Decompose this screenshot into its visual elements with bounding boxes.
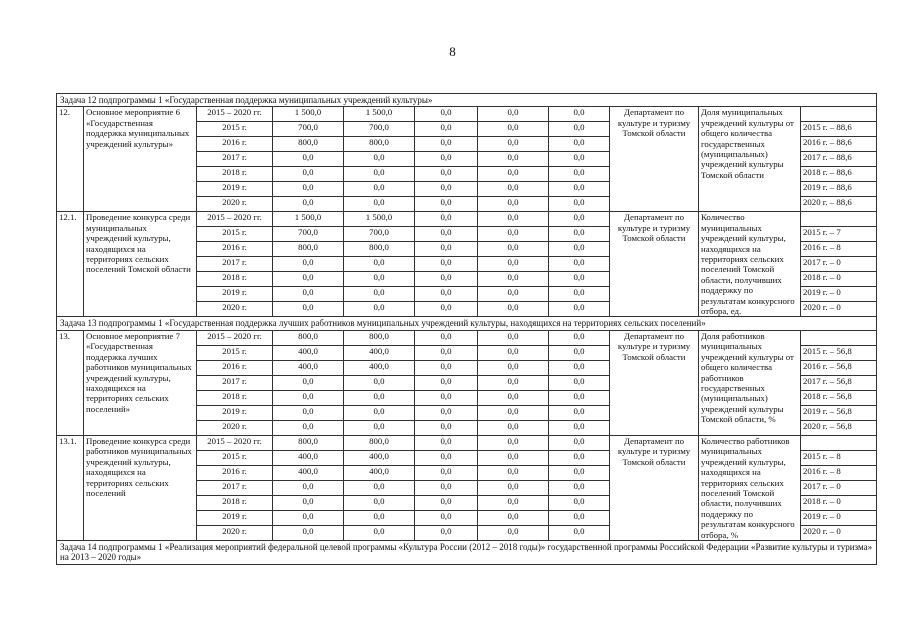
executor-cell: Департамент по культуре и туризму Томской области: [610, 435, 699, 540]
period-cell: 2015 г.: [197, 345, 273, 360]
period-cell: 2015 г.: [197, 122, 273, 137]
table-row: [57, 212, 877, 227]
period-cell: 2018 г.: [197, 167, 273, 182]
funding-value-cell: 0,0: [478, 137, 549, 152]
task-header-row: [57, 540, 877, 564]
indicator-value-cell: 2015 г. – 7: [801, 227, 877, 242]
funding-value-cell: 0,0: [549, 167, 610, 182]
period-cell: 2018 г.: [197, 390, 273, 405]
funding-value-cell: 0,0: [273, 495, 344, 510]
funding-value-cell: 0,0: [273, 405, 344, 420]
funding-value-cell: 0,0: [478, 152, 549, 167]
funding-value-cell: 0,0: [549, 227, 610, 242]
period-cell: 2019 г.: [197, 405, 273, 420]
funding-value-cell: 400,0: [273, 450, 344, 465]
funding-value-cell: 0,0: [478, 435, 549, 450]
funding-value-cell: 0,0: [415, 345, 478, 360]
funding-value-cell: 0,0: [415, 152, 478, 167]
funding-value-cell: 700,0: [344, 122, 415, 137]
funding-value-cell: 0,0: [273, 287, 344, 302]
funding-value-cell: 0,0: [273, 272, 344, 287]
indicator-value-cell: 2020 г. – 0: [801, 525, 877, 540]
period-cell: 2018 г.: [197, 495, 273, 510]
funding-value-cell: 0,0: [549, 450, 610, 465]
funding-value-cell: 0,0: [273, 152, 344, 167]
funding-value-cell: 0,0: [415, 167, 478, 182]
period-cell: 2020 г.: [197, 197, 273, 212]
period-cell: 2016 г.: [197, 242, 273, 257]
funding-value-cell: 0,0: [549, 390, 610, 405]
funding-value-cell: 0,0: [415, 122, 478, 137]
funding-value-cell: 0,0: [415, 525, 478, 540]
funding-value-cell: 0,0: [549, 287, 610, 302]
period-cell: 2020 г.: [197, 302, 273, 317]
funding-value-cell: 0,0: [549, 257, 610, 272]
funding-value-cell: 700,0: [273, 122, 344, 137]
funding-value-cell: 0,0: [415, 272, 478, 287]
indicator-value-cell: [801, 330, 877, 345]
funding-value-cell: 0,0: [273, 302, 344, 317]
funding-value-cell: 0,0: [478, 495, 549, 510]
funding-value-cell: 0,0: [549, 420, 610, 435]
funding-value-cell: 0,0: [478, 525, 549, 540]
indicator-name-cell: Количество работников муниципальных учреждений культуры, находящихся на территориях сельских поселений Томской области, получивших поддержку по результатам конкурсного отбора, %: [699, 435, 801, 540]
indicator-value-cell: 2019 г. – 0: [801, 510, 877, 525]
indicator-value-cell: 2016 г. – 8: [801, 465, 877, 480]
funding-value-cell: 0,0: [549, 272, 610, 287]
table-row: [57, 435, 877, 450]
funding-value-cell: 0,0: [549, 525, 610, 540]
indicator-value-cell: 2018 г. – 88,6: [801, 167, 877, 182]
funding-value-cell: 0,0: [478, 227, 549, 242]
period-cell: 2016 г.: [197, 465, 273, 480]
funding-value-cell: 0,0: [273, 420, 344, 435]
period-cell: 2017 г.: [197, 257, 273, 272]
funding-value-cell: 800,0: [273, 330, 344, 345]
funding-value-cell: 0,0: [478, 480, 549, 495]
funding-value-cell: 0,0: [478, 272, 549, 287]
funding-value-cell: 1 500,0: [344, 212, 415, 227]
funding-value-cell: 0,0: [549, 302, 610, 317]
funding-value-cell: 0,0: [549, 182, 610, 197]
funding-value-cell: 0,0: [415, 390, 478, 405]
funding-value-cell: 0,0: [549, 122, 610, 137]
funding-value-cell: 0,0: [478, 390, 549, 405]
funding-value-cell: 0,0: [478, 197, 549, 212]
funding-value-cell: 0,0: [273, 182, 344, 197]
funding-value-cell: 0,0: [344, 272, 415, 287]
funding-value-cell: 0,0: [549, 435, 610, 450]
indicator-value-cell: 2017 г. – 0: [801, 257, 877, 272]
indicator-value-cell: 2020 г. – 56,8: [801, 420, 877, 435]
funding-value-cell: 0,0: [344, 197, 415, 212]
indicator-value-cell: 2017 г. – 56,8: [801, 375, 877, 390]
period-cell: 2016 г.: [197, 360, 273, 375]
funding-value-cell: 0,0: [415, 420, 478, 435]
funding-value-cell: 0,0: [478, 212, 549, 227]
funding-value-cell: 0,0: [478, 302, 549, 317]
funding-value-cell: 0,0: [478, 375, 549, 390]
indicator-value-cell: 2015 г. – 56,8: [801, 345, 877, 360]
table-row: [57, 330, 877, 345]
funding-value-cell: 0,0: [344, 182, 415, 197]
funding-value-cell: 0,0: [478, 107, 549, 122]
funding-value-cell: 800,0: [344, 330, 415, 345]
activity-name: Основное мероприятие 7 «Государственная поддержка лучших работников муниципальных учреждений культуры, находящихся на территориях сельских поселений»: [84, 330, 197, 435]
funding-value-cell: 0,0: [415, 287, 478, 302]
period-cell: 2019 г.: [197, 182, 273, 197]
program-activities-table: [56, 93, 877, 565]
activity-name: Основное мероприятие 6 «Государственная поддержка муниципальных учреждений культуры»: [84, 107, 197, 212]
funding-value-cell: 0,0: [415, 242, 478, 257]
executor-cell: Департамент по культуре и туризму Томской области: [610, 212, 699, 317]
funding-value-cell: 0,0: [478, 330, 549, 345]
period-cell: 2017 г.: [197, 375, 273, 390]
funding-value-cell: 800,0: [344, 435, 415, 450]
funding-value-cell: 0,0: [549, 480, 610, 495]
funding-value-cell: 0,0: [344, 405, 415, 420]
funding-value-cell: 800,0: [273, 242, 344, 257]
funding-value-cell: 0,0: [549, 197, 610, 212]
funding-value-cell: 0,0: [415, 182, 478, 197]
funding-value-cell: 0,0: [549, 360, 610, 375]
funding-value-cell: 0,0: [549, 107, 610, 122]
activity-number: 12.: [57, 107, 84, 212]
funding-value-cell: 0,0: [273, 390, 344, 405]
funding-value-cell: 400,0: [344, 450, 415, 465]
activity-number: 12.1.: [57, 212, 84, 317]
funding-value-cell: 800,0: [344, 242, 415, 257]
period-cell: 2018 г.: [197, 272, 273, 287]
funding-value-cell: 0,0: [344, 152, 415, 167]
period-cell: 2016 г.: [197, 137, 273, 152]
funding-value-cell: 0,0: [415, 227, 478, 242]
funding-value-cell: 0,0: [415, 405, 478, 420]
funding-value-cell: 400,0: [344, 465, 415, 480]
funding-value-cell: 0,0: [549, 375, 610, 390]
funding-value-cell: 0,0: [549, 212, 610, 227]
funding-value-cell: 800,0: [273, 435, 344, 450]
indicator-value-cell: [801, 435, 877, 450]
indicator-value-cell: 2015 г. – 8: [801, 450, 877, 465]
funding-value-cell: 0,0: [344, 257, 415, 272]
funding-value-cell: 0,0: [415, 302, 478, 317]
funding-value-cell: 0,0: [549, 495, 610, 510]
indicator-value-cell: 2020 г. – 88,6: [801, 197, 877, 212]
indicator-value-cell: 2020 г. – 0: [801, 302, 877, 317]
funding-value-cell: 0,0: [549, 405, 610, 420]
executor-cell: Департамент по культуре и туризму Томской области: [610, 107, 699, 212]
funding-value-cell: 700,0: [344, 227, 415, 242]
funding-value-cell: 0,0: [549, 465, 610, 480]
funding-value-cell: 0,0: [273, 480, 344, 495]
indicator-name-cell: Количество муниципальных учреждений культуры, находящихся на территориях сельских поселений Томской области, получивших поддержку по результатам конкурсного отбора, ед.: [699, 212, 801, 317]
indicator-value-cell: 2019 г. – 0: [801, 287, 877, 302]
funding-value-cell: 800,0: [273, 137, 344, 152]
period-cell: 2015 – 2020 гг.: [197, 212, 273, 227]
task-title: Задача 12 подпрограммы 1 «Государственная поддержка муниципальных учреждений культуры»: [57, 94, 877, 107]
funding-value-cell: 0,0: [344, 525, 415, 540]
funding-value-cell: 0,0: [549, 510, 610, 525]
funding-value-cell: 0,0: [415, 197, 478, 212]
activity-number: 13.: [57, 330, 84, 435]
period-cell: 2019 г.: [197, 287, 273, 302]
period-cell: 2020 г.: [197, 525, 273, 540]
funding-value-cell: 0,0: [415, 435, 478, 450]
funding-value-cell: 0,0: [549, 330, 610, 345]
funding-value-cell: 0,0: [344, 390, 415, 405]
period-cell: 2015 – 2020 гг.: [197, 107, 273, 122]
funding-value-cell: 400,0: [344, 345, 415, 360]
funding-value-cell: 0,0: [415, 107, 478, 122]
funding-value-cell: 0,0: [273, 257, 344, 272]
indicator-value-cell: 2018 г. – 0: [801, 272, 877, 287]
indicator-value-cell: 2019 г. – 88,6: [801, 182, 877, 197]
funding-value-cell: 0,0: [415, 510, 478, 525]
indicator-value-cell: [801, 107, 877, 122]
funding-value-cell: 0,0: [478, 450, 549, 465]
funding-value-cell: 0,0: [478, 287, 549, 302]
funding-value-cell: 1 500,0: [273, 107, 344, 122]
funding-value-cell: 0,0: [478, 122, 549, 137]
task-header-row: [57, 317, 877, 330]
task-title: Задача 13 подпрограммы 1 «Государственная поддержка лучших работников муниципальных учреждений культуры, находящихся на территориях сельских поселений»: [57, 317, 877, 330]
period-cell: 2015 г.: [197, 450, 273, 465]
funding-value-cell: 0,0: [344, 302, 415, 317]
funding-value-cell: 0,0: [478, 360, 549, 375]
funding-value-cell: 0,0: [415, 450, 478, 465]
period-cell: 2019 г.: [197, 510, 273, 525]
funding-value-cell: 400,0: [344, 360, 415, 375]
period-cell: 2020 г.: [197, 420, 273, 435]
funding-value-cell: 0,0: [344, 495, 415, 510]
funding-value-cell: 1 500,0: [344, 107, 415, 122]
activity-name: Проведение конкурса среди работников муниципальных учреждений культуры, находящихся на территориях сельских поселений: [84, 435, 197, 540]
period-cell: 2017 г.: [197, 152, 273, 167]
funding-value-cell: 0,0: [415, 212, 478, 227]
funding-value-cell: 0,0: [549, 137, 610, 152]
funding-value-cell: 0,0: [478, 510, 549, 525]
table-row: [57, 107, 877, 122]
indicator-value-cell: [801, 212, 877, 227]
funding-value-cell: 0,0: [415, 257, 478, 272]
funding-value-cell: 0,0: [273, 197, 344, 212]
funding-value-cell: 800,0: [344, 137, 415, 152]
indicator-value-cell: 2016 г. – 88,6: [801, 137, 877, 152]
executor-cell: Департамент по культуре и туризму Томской области: [610, 330, 699, 435]
period-cell: 2015 – 2020 гг.: [197, 330, 273, 345]
funding-value-cell: 400,0: [273, 360, 344, 375]
funding-value-cell: 0,0: [478, 465, 549, 480]
funding-value-cell: 0,0: [273, 375, 344, 390]
indicator-value-cell: 2015 г. – 88,6: [801, 122, 877, 137]
funding-value-cell: 0,0: [415, 495, 478, 510]
page-number: 8: [449, 44, 456, 59]
indicator-value-cell: 2018 г. – 0: [801, 495, 877, 510]
funding-value-cell: 0,0: [415, 375, 478, 390]
funding-value-cell: 0,0: [478, 345, 549, 360]
task-title: Задача 14 подпрограммы 1 «Реализация мероприятий федеральной целевой программы «Культура России (2012 – 2018 годы)» государственной программы Российской Федерации «Развитие культуры и туризма» на 2013 – 2020 годы»: [57, 540, 877, 564]
funding-value-cell: 700,0: [273, 227, 344, 242]
funding-value-cell: 0,0: [415, 137, 478, 152]
funding-value-cell: 0,0: [344, 480, 415, 495]
funding-value-cell: 0,0: [478, 420, 549, 435]
funding-value-cell: 0,0: [273, 525, 344, 540]
funding-value-cell: 0,0: [549, 345, 610, 360]
period-cell: 2015 г.: [197, 227, 273, 242]
period-cell: 2017 г.: [197, 480, 273, 495]
funding-value-cell: 0,0: [344, 420, 415, 435]
funding-value-cell: 400,0: [273, 345, 344, 360]
indicator-value-cell: 2016 г. – 56,8: [801, 360, 877, 375]
indicator-value-cell: 2017 г. – 0: [801, 480, 877, 495]
funding-value-cell: 0,0: [344, 287, 415, 302]
funding-value-cell: 0,0: [415, 360, 478, 375]
funding-value-cell: 0,0: [273, 510, 344, 525]
indicator-value-cell: 2017 г. – 88,6: [801, 152, 877, 167]
funding-value-cell: 0,0: [549, 242, 610, 257]
funding-value-cell: 0,0: [344, 167, 415, 182]
funding-value-cell: 0,0: [478, 242, 549, 257]
funding-value-cell: 0,0: [549, 152, 610, 167]
funding-value-cell: 0,0: [478, 405, 549, 420]
funding-value-cell: 1 500,0: [273, 212, 344, 227]
activity-name: Проведение конкурса среди муниципальных учреждений культуры, находящихся на территориях сельских поселений Томской области: [84, 212, 197, 317]
funding-value-cell: 0,0: [415, 330, 478, 345]
indicator-name-cell: Доля работников муниципальных учреждений культуры от общего количества работников государственных (муниципальных) учреждений культуры Томской области, %: [699, 330, 801, 435]
funding-value-cell: 0,0: [478, 167, 549, 182]
funding-value-cell: 400,0: [273, 465, 344, 480]
task-header-row: [57, 94, 877, 107]
indicator-name-cell: Доля муниципальных учреждений культуры от общего количества государственных (муниципальных) учреждений культуры Томской области: [699, 107, 801, 212]
funding-value-cell: 0,0: [415, 465, 478, 480]
indicator-value-cell: 2016 г. – 8: [801, 242, 877, 257]
funding-value-cell: 0,0: [415, 480, 478, 495]
funding-value-cell: 0,0: [478, 182, 549, 197]
period-cell: 2015 – 2020 гг.: [197, 435, 273, 450]
indicator-value-cell: 2018 г. – 56,8: [801, 390, 877, 405]
funding-value-cell: 0,0: [478, 257, 549, 272]
funding-value-cell: 0,0: [344, 510, 415, 525]
activity-number: 13.1.: [57, 435, 84, 540]
funding-value-cell: 0,0: [344, 375, 415, 390]
funding-value-cell: 0,0: [273, 167, 344, 182]
indicator-value-cell: 2019 г. – 56,8: [801, 405, 877, 420]
